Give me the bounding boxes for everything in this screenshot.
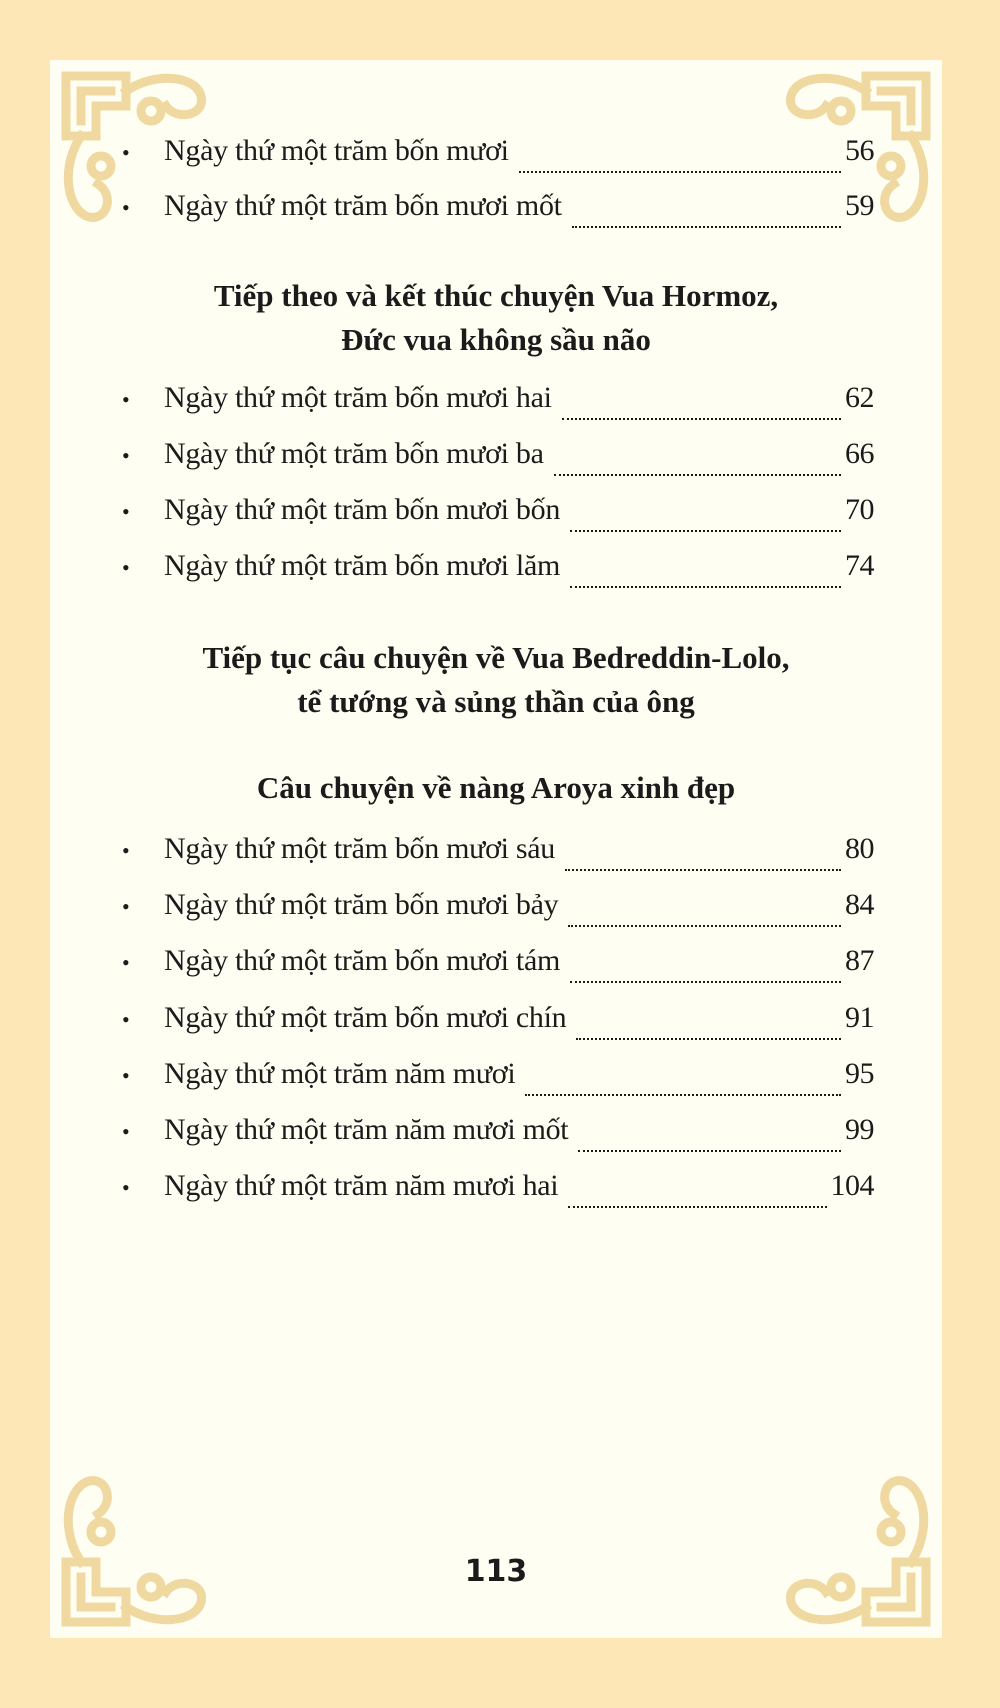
toc-entry[interactable] [122, 488, 874, 532]
toc-entry-title: Ngày thứ một trăm bốn mươi [164, 134, 509, 167]
toc-entry-page: 59 [845, 189, 874, 222]
toc-entry-page: 80 [845, 832, 874, 865]
toc-entry-title: Ngày thứ một trăm bốn mươi bảy [164, 888, 559, 921]
dot-leader [576, 1006, 841, 1040]
toc-entry-title: Ngày thứ một trăm bốn mươi mốt [164, 189, 562, 222]
dot-leader [565, 837, 841, 871]
toc-entry-title: Ngày thứ một trăm bốn mươi chín [164, 1001, 567, 1034]
toc-entry[interactable] [122, 883, 874, 927]
toc-entry-page: 74 [845, 549, 874, 582]
toc-entry-title: Ngày thứ một trăm bốn mươi sáu [164, 832, 556, 865]
section-heading: Câu chuyện về nàng Aroya xinh đẹp [256, 770, 736, 805]
bullet: • [122, 950, 130, 975]
bullet: • [122, 838, 130, 863]
section-heading: Đức vua không sầu não [341, 322, 651, 357]
dot-leader [562, 386, 841, 420]
toc-entry[interactable] [122, 184, 874, 228]
bullet: • [122, 1175, 130, 1200]
dot-leader [570, 554, 841, 588]
dot-leader [572, 194, 841, 228]
bullet: • [122, 195, 130, 220]
toc-entry-page: 99 [845, 1113, 874, 1146]
toc-entry-title: Ngày thứ một trăm bốn mươi hai [164, 381, 552, 414]
bullet: • [122, 140, 130, 165]
toc-entry-title: Ngày thứ một trăm năm mươi mốt [164, 1113, 569, 1146]
dot-leader [570, 498, 841, 532]
toc-entry-title: Ngày thứ một trăm năm mươi hai [164, 1169, 559, 1202]
bullet: • [122, 1063, 130, 1088]
toc-entry[interactable] [122, 376, 874, 420]
dot-leader [570, 949, 841, 983]
toc-entry[interactable] [122, 432, 874, 476]
toc-entry[interactable] [122, 544, 874, 588]
toc-entry-title: Ngày thứ một trăm bốn mươi bốn [164, 493, 561, 526]
toc-entry-title: Ngày thứ một trăm năm mươi [164, 1057, 516, 1090]
toc-entry[interactable] [122, 996, 874, 1040]
bullet: • [122, 1119, 130, 1144]
toc-entry-page: 104 [830, 1169, 874, 1202]
dot-leader [554, 442, 841, 476]
toc-entry[interactable] [122, 1108, 874, 1152]
toc-entry-page: 87 [845, 944, 874, 977]
toc-entry-page: 56 [845, 134, 874, 167]
bullet: • [122, 387, 130, 412]
dot-leader [568, 1174, 826, 1208]
book-page [50, 60, 942, 1638]
toc-entry[interactable] [122, 129, 874, 173]
toc-entry-title: Ngày thứ một trăm bốn mươi lăm [164, 549, 561, 582]
toc-entry[interactable] [122, 1052, 874, 1096]
dot-leader [568, 893, 841, 927]
bullet: • [122, 894, 130, 919]
bullet: • [122, 443, 130, 468]
bullet: • [122, 499, 130, 524]
toc-entry-title: Ngày thứ một trăm bốn mươi ba [164, 437, 544, 470]
section-heading: tể tướng và sủng thần của ông [297, 684, 695, 719]
bullet: • [122, 1007, 130, 1032]
toc-entry[interactable] [122, 827, 874, 871]
toc-entry-page: 84 [845, 888, 874, 921]
dot-leader [578, 1118, 841, 1152]
toc-entry-page: 91 [845, 1001, 874, 1034]
dot-leader [525, 1062, 841, 1096]
corner-ornament-icon [776, 1462, 936, 1632]
toc-entry-page: 62 [845, 381, 874, 414]
section-heading: Tiếp theo và kết thúc chuyện Vua Hormoz, [213, 278, 779, 313]
toc-entry-page: 95 [845, 1057, 874, 1090]
section-heading: Tiếp tục câu chuyện về Vua Bedreddin-Lolo, [202, 640, 790, 675]
dot-leader [519, 139, 841, 173]
toc-entry[interactable] [122, 1164, 874, 1208]
bullet: • [122, 555, 130, 580]
corner-ornament-icon [56, 1462, 216, 1632]
toc-entry-title: Ngày thứ một trăm bốn mươi tám [164, 944, 561, 977]
toc-entry[interactable] [122, 939, 874, 983]
toc-entry-page: 70 [845, 493, 874, 526]
toc-entry-page: 66 [845, 437, 874, 470]
page-number: 113 [464, 1554, 528, 1589]
